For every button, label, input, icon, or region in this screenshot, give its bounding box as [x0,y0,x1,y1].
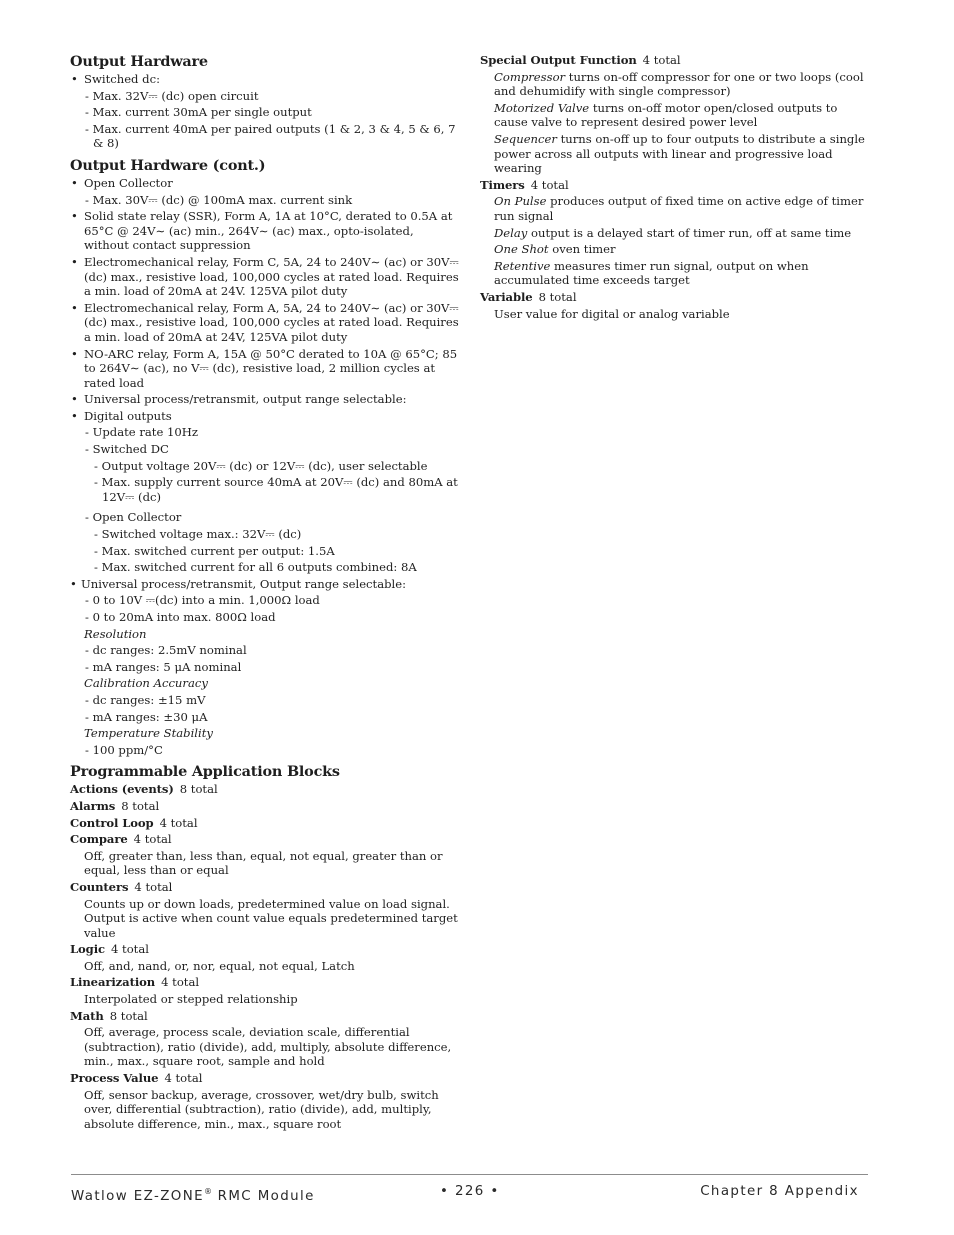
switched-dc-item: - Max. current 40mA per paired outputs (1 & 2, 3 & 4, 5 & 6, 7 & 8) [85,121,456,151]
universal-retransmit-bullet: • Universal process/retransmit, Output range selectable: [70,577,462,592]
term-total: 4 total [161,975,200,990]
logic-term [70,942,462,957]
registered-mark: ® [203,1187,212,1196]
linearization-description: Interpolated or stepped relationship [84,992,298,1007]
term-name: Control Loop [70,815,154,830]
footer-product-name [71,1183,315,1206]
term-italic: One Shot [494,242,549,257]
range-item: - 0 to 20mA into max. 800Ω load [85,610,276,624]
term-italic: Motorized Valve [494,100,590,115]
right-column [480,53,870,323]
term-name: Math [70,1008,104,1023]
term-total: 4 total [134,879,173,894]
term-total: 4 total [110,942,149,957]
footer-divider [71,1174,868,1175]
switched-dc-sub: - Switched DC [85,442,169,457]
term-name: Counters [70,879,129,894]
term-name: Timers [480,177,525,192]
term-text: output is a delayed start of timer run, off at same time [527,225,852,240]
term-total: 4 total [642,53,681,67]
timers-term [480,178,870,193]
switched-dc-sub-item: - Output voltage 20V⎓ (dc) or 12V⎓ (dc), user selectable [94,458,428,473]
switched-dc-item: - Max. 32V⎓ (dc) open circuit [85,88,259,103]
output-hardware-cont-section [70,157,462,757]
term-italic: On Pulse [494,194,547,209]
term-name: Actions (events) [70,782,174,797]
process-value-term [70,1071,462,1086]
switched-dc-item: - Max. current 30mA per single output [85,105,312,120]
switched-dc-sub-item: - Max. supply current source 40mA at 20V⎓ (dc) and 80mA at 12V⎓ (dc) [94,475,458,504]
actions-term [70,782,462,797]
temperature-stability-item: - 100 ppm/°C [85,742,163,757]
compare-description: Off, greater than, less than, equal, not equal, greater than or equal, less than or equal [84,848,443,878]
open-collector-sub-item: - Max. switched current per output: 1.5A [94,543,335,558]
term-text: turns on-off compressor for one or two loops (cool and dehumidify with single compressor) [494,69,864,99]
term-italic: Retentive [494,258,551,273]
one-shot-description [480,242,870,257]
math-term [70,1009,462,1024]
term-italic: Delay [494,225,528,240]
term-italic: Compressor [494,69,566,84]
emr-form-c-bullet: • Electromechanical relay, Form C, 5A, 24 to 240V∼ (ac) or 30V⎓ (dc) max., resistive load, 100,000 cycles at rated load. Requires a min. load of 20mA at 24V. 125VA pilot duty [70,255,462,299]
footer-product-suffix: RMC Module [211,1189,315,1204]
no-arc-bullet: • NO-ARC relay, Form A, 15A @ 50°C derated to 10A @ 65°C; 85 to 264V∼ (ac), no V⎓ (dc), resistive load, 2 million cycles at rated load [70,347,462,391]
open-collector-bullet: • Open Collector [70,176,462,191]
footer-brand: Watlow EZ-ZONE [71,1189,204,1204]
compare-term [70,832,462,847]
special-output-term [480,53,870,68]
term-total: 4 total [133,832,172,847]
universal-bullet: • Universal process/retransmit, output range selectable: [70,392,462,407]
on-pulse-description [480,194,870,223]
resolution-label: Resolution [84,626,147,641]
sequencer-description [480,132,870,176]
term-total: 4 total [530,177,569,192]
logic-description: Off, and, nand, or, nor, equal, not equal, Latch [84,958,355,973]
alarms-term [70,799,462,814]
calibration-accuracy-label: Calibration Accuracy [84,676,208,691]
delay-description [480,226,870,241]
emr-form-a-bullet: • Electromechanical relay, Form A, 5A, 24 to 240V∼ (ac) or 30V⎓ (dc) max., resistive load, 100,000 cycles at rated load. Requires a min. load of 20mA at 24V, 125VA pilot duty [70,301,462,345]
term-name: Logic [70,942,105,957]
switched-dc-bullet: • Switched dc: [70,72,462,87]
term-name: Variable [480,289,533,304]
term-name: Linearization [70,975,156,990]
resolution-item: - mA ranges: 5 μA nominal [85,659,242,674]
motorized-valve-description [480,101,870,130]
open-collector-item: - Max. 30V⎓ (dc) @ 100mA max. current sink [85,192,353,207]
term-total: 4 total [164,1071,203,1086]
footer-chapter: Chapter 8 Appendix [700,1184,859,1199]
page-number: • 226 • [440,1184,500,1199]
programmable-blocks-section [70,763,462,1131]
term-name: Process Value [70,1071,159,1086]
output-hardware-cont-heading: Output Hardware (cont.) [70,156,266,174]
calibration-item: - dc ranges: ±15 mV [85,692,206,707]
update-rate-item: - Update rate 10Hz [85,425,198,440]
term-name: Special Output Function [480,53,637,67]
open-collector-sub: - Open Collector [85,510,182,525]
programmable-blocks-heading: Programmable Application Blocks [70,763,340,781]
math-description: Off, average, process scale, deviation scale, differential (subtraction), ratio (divide), add, multiply, absolute difference, min., max., square root, sample and hold [84,1025,452,1069]
retentive-description [480,259,870,288]
variable-term [480,290,870,305]
term-total: 4 total [159,815,198,830]
term-text: turns on-off motor open/closed outputs to cause valve to represent desired power level [494,100,838,130]
term-text: turns on-off up to four outputs to distribute a single power across all outputs with linear and progressive load wearing [494,131,865,176]
compressor-description [480,70,870,99]
term-text: oven timer [548,242,616,257]
linearization-term [70,975,462,990]
left-column [70,53,462,1135]
counters-term [70,880,462,895]
control-loop-term [70,816,462,831]
ssr-bullet: • Solid state relay (SSR), Form A, 1A at 10°C, derated to 0.5A at 65°C @ 24V∼ (ac) min., 264V∼ (ac) max., opto-isolated, without contact suppression [70,209,462,253]
output-hardware-section [70,53,462,151]
temperature-stability-label: Temperature Stability [84,726,213,741]
calibration-item: - mA ranges: ±30 μA [85,709,208,724]
term-name: Alarms [70,798,116,813]
term-text: measures timer run signal, output on when accumulated time exceeds target [494,258,809,288]
counters-description: Counts up or down loads, predetermined value on load signal. Output is active when count value equals predetermined target value [84,896,458,940]
open-collector-sub-item: - Switched voltage max.: 32V⎓ (dc) [94,527,302,542]
term-italic: Sequencer [494,131,557,146]
term-total: 8 total [179,782,218,797]
resolution-item: - dc ranges: 2.5mV nominal [85,643,247,658]
output-hardware-heading: Output Hardware [70,53,208,70]
process-value-description: Off, sensor backup, average, crossover, wet/dry bulb, switch over, differential (subtraction), ratio (divide), add, multiply, absolute difference, min., max., square root [84,1087,439,1131]
open-collector-sub-item: - Max. switched current for all 6 outputs combined: 8A [94,560,417,575]
digital-outputs-bullet: • Digital outputs [70,409,462,424]
range-item: - 0 to 10V ⎓(dc) into a min. 1,000Ω load [85,593,320,608]
term-total: 8 total [538,289,577,304]
term-name: Compare [70,832,128,847]
term-total: 8 total [109,1008,148,1023]
term-text: produces output of fixed time on active edge of timer run signal [494,194,864,223]
term-total: 8 total [121,798,160,813]
variable-description: User value for digital or analog variable [494,306,730,321]
